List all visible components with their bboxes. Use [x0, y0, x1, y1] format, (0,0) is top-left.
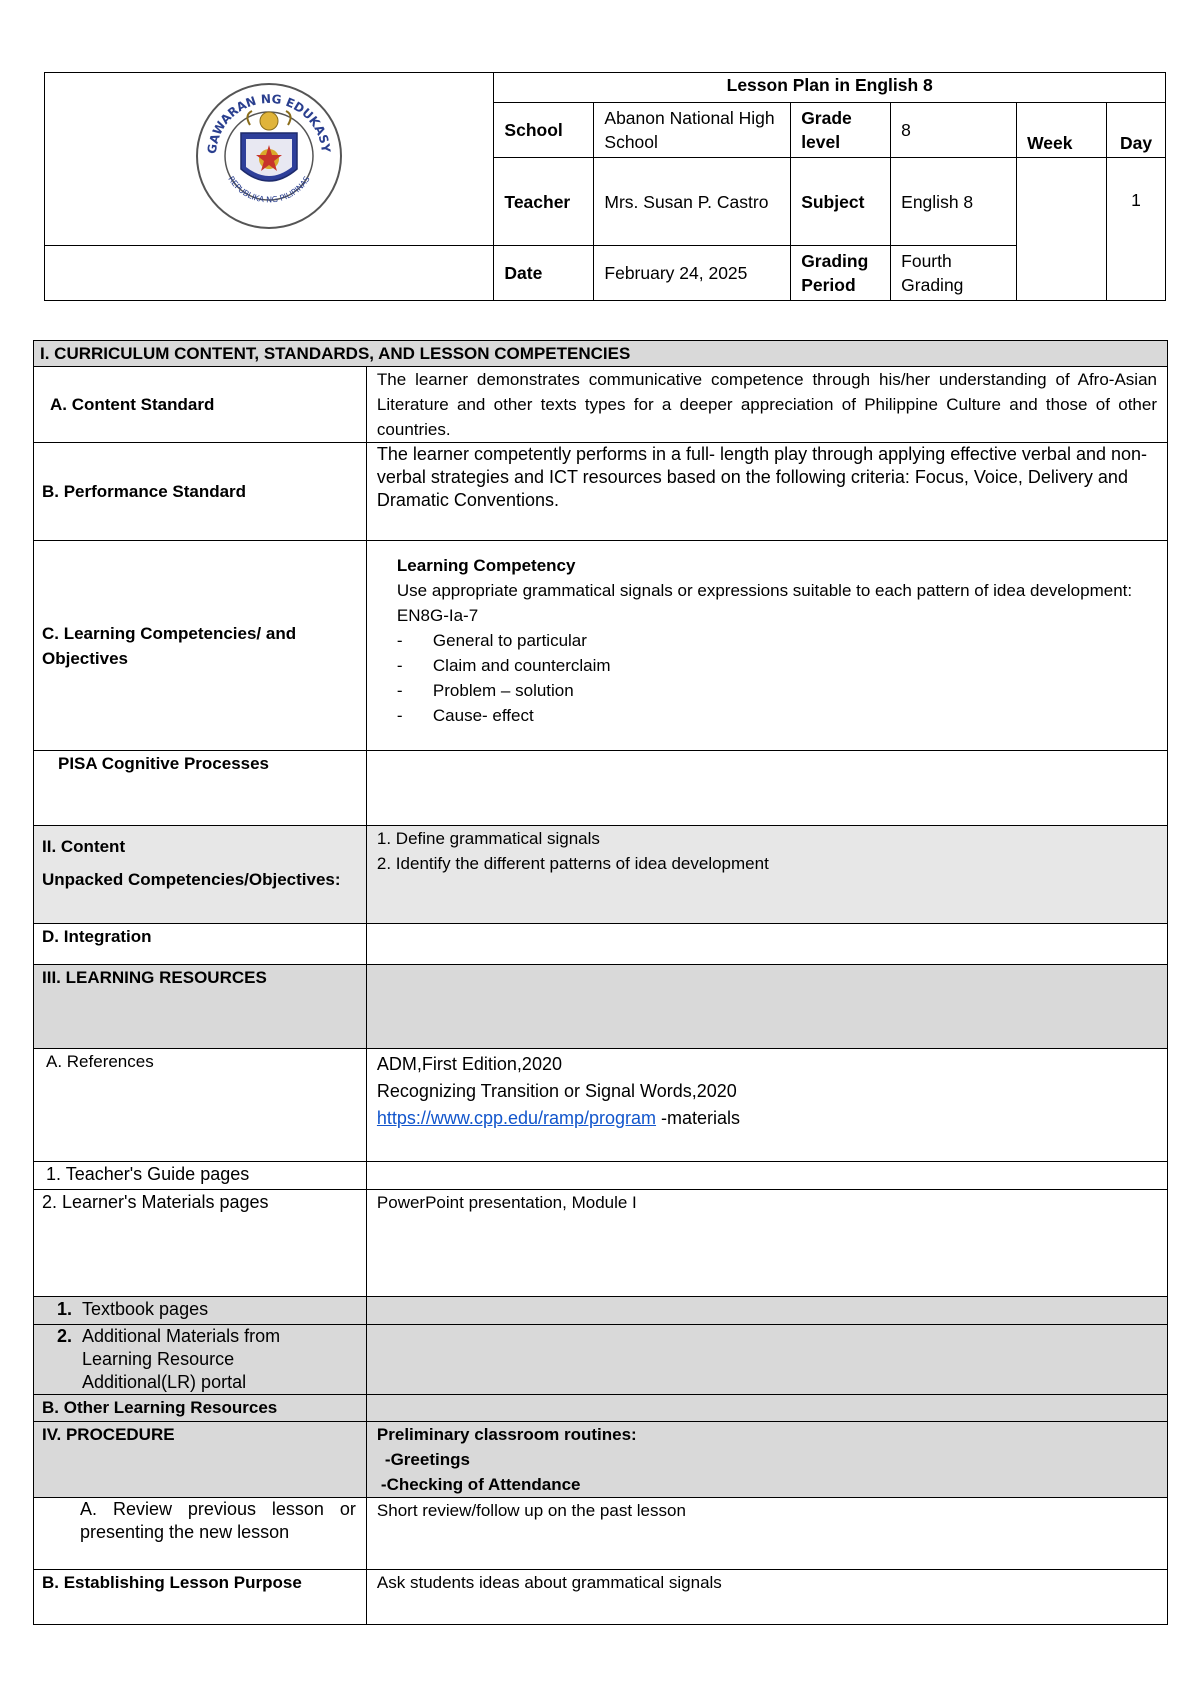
- other-resources-value: [366, 1395, 1167, 1422]
- teacher-label: Teacher: [494, 158, 594, 246]
- pisa-label: PISA Cognitive Processes: [34, 751, 367, 826]
- procedure-item: -Checking of Attendance: [380, 1475, 581, 1494]
- textbook-label: Textbook pages: [82, 1299, 209, 1319]
- references-label: A. References: [34, 1049, 367, 1162]
- learning-resources-heading: III. LEARNING RESOURCES: [34, 965, 367, 1049]
- learning-competency-cell: [366, 541, 1167, 751]
- reference-link-row: [377, 1105, 1157, 1132]
- date-label: Date: [494, 246, 594, 301]
- additional-materials-value: [366, 1325, 1167, 1395]
- other-resources-label: B. Other Learning Resources: [34, 1395, 367, 1422]
- additional-materials-label: Additional Materials from Learning Resource Additional(LR) portal: [82, 1326, 281, 1392]
- procedure-subheading: Preliminary classroom routines:: [376, 1425, 637, 1444]
- performance-standard-label: B. Performance Standard: [34, 443, 367, 541]
- lesson-plan-title: Lesson Plan in English 8: [494, 73, 1166, 103]
- grading-period-value: Fourth Grading: [891, 246, 1017, 301]
- section-curriculum-heading: I. CURRICULUM CONTENT, STANDARDS, AND LESSON COMPETENCIES: [34, 341, 1168, 367]
- deped-seal-logo: [194, 81, 344, 231]
- subject-value: English 8: [891, 158, 1017, 246]
- week-value: [1017, 158, 1107, 301]
- date-value: February 24, 2025: [594, 246, 791, 301]
- logo-cell: [45, 73, 494, 246]
- reference-item: ADM,First Edition,2020: [376, 1054, 562, 1074]
- header-table: [44, 72, 1166, 301]
- day-value: 1: [1107, 158, 1166, 301]
- learning-competency-text: Use appropriate grammatical signals or expressions suitable to each pattern of idea development: EN8G-Ia-7: [396, 581, 1133, 625]
- seal-bottom-text: REPUBLIKA NG PILIPINAS: [226, 174, 312, 205]
- references-cell: [366, 1049, 1167, 1162]
- additional-number: 2.: [56, 1326, 72, 1346]
- learners-materials-label: 2. Learner's Materials pages: [34, 1190, 367, 1297]
- reference-link[interactable]: https://www.cpp.edu/ramp/program: [376, 1108, 657, 1128]
- teachers-guide-label: 1. Teacher's Guide pages: [34, 1162, 367, 1190]
- logo-below-cell: [45, 246, 494, 301]
- procedure-cell: [366, 1422, 1167, 1498]
- lesson-plan-table: [33, 340, 1168, 1625]
- teachers-guide-value: [366, 1162, 1167, 1190]
- performance-standard-text: The learner competently performs in a full- length play through applying effective verbal and non-verbal strategies and ICT resources based on the following criteria: Focus, Voice, Delivery and Dramatic Conventions.: [366, 443, 1167, 541]
- teacher-value: Mrs. Susan P. Castro: [594, 158, 791, 246]
- competency-item: - Cause- effect: [397, 703, 1157, 728]
- learning-resources-value: [366, 965, 1167, 1049]
- unpacked-label: Unpacked Competencies/Objectives:: [42, 870, 341, 889]
- review-value: Short review/follow up on the past lesson: [366, 1498, 1167, 1570]
- learners-materials-value: PowerPoint presentation, Module I: [366, 1190, 1167, 1297]
- textbook-value: [366, 1297, 1167, 1325]
- textbook-pages-cell: [34, 1297, 367, 1325]
- reference-item: Recognizing Transition or Signal Words,2020: [376, 1081, 737, 1101]
- integration-label: D. Integration: [34, 924, 367, 965]
- content-section-cell: [34, 826, 367, 924]
- procedure-heading: IV. PROCEDURE: [34, 1422, 367, 1498]
- reference-link-suffix: -materials: [656, 1108, 741, 1128]
- day-label: Day: [1107, 103, 1166, 158]
- school-label: School: [494, 103, 594, 158]
- competency-item: - Claim and counterclaim: [397, 653, 1157, 678]
- textbook-number: 1.: [56, 1299, 72, 1319]
- seal-top-text: GAWARAN NG EDUKASY: [205, 91, 334, 155]
- grade-level-value: 8: [891, 103, 1017, 158]
- integration-value: [366, 924, 1167, 965]
- lesson-purpose-label: B. Establishing Lesson Purpose: [34, 1570, 367, 1625]
- unpacked-item: 1. Define grammatical signals: [376, 829, 600, 848]
- school-value: Abanon National High School: [594, 103, 791, 158]
- subject-label: Subject: [791, 158, 891, 246]
- competency-item: - General to particular: [397, 628, 1157, 653]
- additional-materials-cell: [34, 1325, 367, 1395]
- content-heading: II. Content: [42, 837, 126, 856]
- week-label: Week: [1017, 103, 1107, 158]
- learning-competencies-label: C. Learning Competencies/ and Objectives: [34, 541, 367, 751]
- unpacked-objectives-cell: [366, 826, 1167, 924]
- competency-item: - Problem – solution: [397, 678, 1157, 703]
- lesson-purpose-value: Ask students ideas about grammatical signals: [366, 1570, 1167, 1625]
- grading-period-label: Grading Period: [791, 246, 891, 301]
- procedure-item: -Greetings: [384, 1450, 470, 1469]
- content-standard-text: The learner demonstrates communicative competence through his/her understanding of Afro-Asian Literature and other texts types for a deeper appreciation of Philippine Culture and those of other countries.: [366, 367, 1167, 443]
- content-standard-label: A. Content Standard: [34, 367, 367, 443]
- review-label: A. Review previous lesson or presenting the new lesson: [34, 1498, 367, 1570]
- grade-level-label: Grade level: [791, 103, 891, 158]
- pisa-value: [366, 751, 1167, 826]
- competency-list: [397, 628, 1157, 728]
- learning-competency-heading: Learning Competency: [396, 556, 576, 575]
- unpacked-item: 2. Identify the different patterns of idea development: [376, 854, 769, 873]
